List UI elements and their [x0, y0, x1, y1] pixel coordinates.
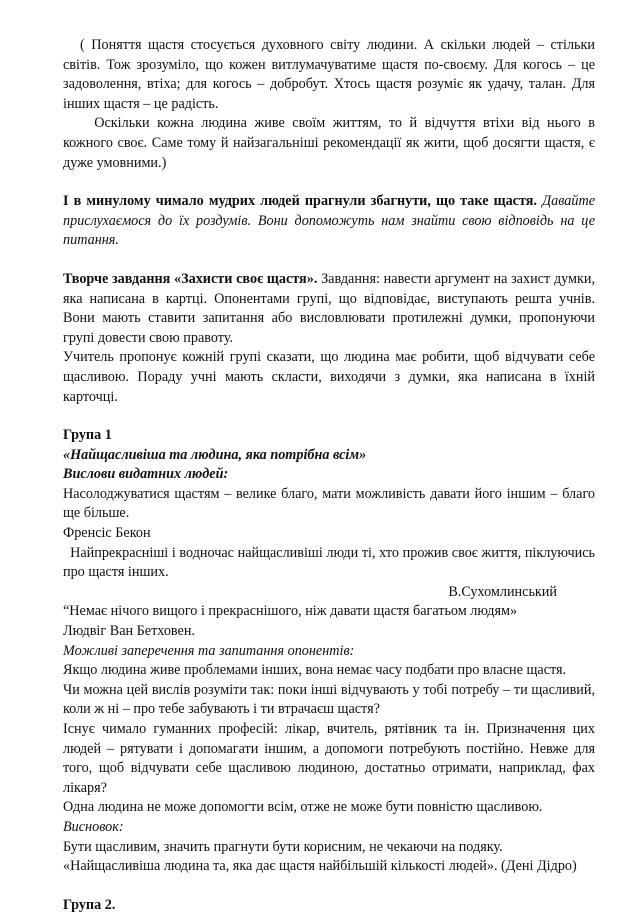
- author-beethoven: Людвіг Ван Бетховен.: [63, 623, 195, 640]
- group-2-title: Група 2.: [63, 896, 116, 913]
- teacher-paragraph: Учитель пропонує кожній групі сказати, що людина має робити, щоб відчувати себе щасливою. Пораду учні мають склaсти, виходячи з думки, яка написана в їхній карточці.: [63, 349, 595, 405]
- intro-paragraph-1: ( Поняття щастя стосується духовного світу людини. А скільки людей – стільки світів. Тож зрозуміло, що кожен витлумачуватиме щастя по-своєму. Для когось – це задоволення, втіха; для когось – добробут. Хтось щастя розуміє як удачу, талан. Для інших щастя – це радість.: [63, 37, 595, 112]
- wise-people-bold: І в минулому чимало мудрих людей прагнули збагнути, що таке щастя.: [63, 193, 537, 210]
- conclusion-1: Бути щасливим, значить прагнути бути корисним, не чекаючи на подяку.: [63, 838, 503, 855]
- author-bacon: Френсіс Бекон: [63, 525, 151, 542]
- document-page: [63, 36, 595, 915]
- group-1-title: Група 1: [63, 427, 112, 444]
- creative-task-text: Завдання: навести аргумент на захист думки, яка написана в картці. Опонентами групі, що відповідає, виступають решта учнів. Вони мають ставити запитання або висловлювати протилежні думки, пропонуючи групі довести свою правоту.: [63, 270, 595, 346]
- group-1-subtitle: «Найщасливіша та людина, яка потрібна всім»: [63, 446, 367, 463]
- objection-3: Існує чимало гуманних професій: лікар, вчитель, рятівник та ін. Призначення цих людей – рятувати і допомагати іншим, а допомоги потребують постійно. Невже для того, щоб відчувати себе щасливою людиною, достатньо отримати, наприклад, фах лікаря?: [63, 721, 595, 796]
- objections-heading: Можливі заперечення та запитання опонентів:: [63, 642, 355, 659]
- creative-task-title: Творче завдання «Захисти своє щастя».: [63, 270, 318, 287]
- objection-1: Якщо людина живе проблемами інших, вона немає часу подбати про власне щастя.: [63, 662, 567, 679]
- quotes-heading: Вислови видатних людей:: [63, 466, 229, 483]
- quote-sukhomlynsky: Найпрекрасніші і водночас найщасливіші люди ті, хто прожив своє життя, піклуючись про щастя інших.: [63, 544, 595, 581]
- conclusion-heading: Висновок:: [63, 818, 124, 835]
- creative-task-paragraph: [63, 270, 595, 348]
- objection-2: Чи можна цей вислів розуміти так: поки інші відчувають у тобі потребу – ти щасливий, коли ж ні – про тебе забувають і ти втрачаєш щастя?: [63, 681, 595, 718]
- objection-4: Одна людина не може допомогти всім, отже не може бути повністю щасливою.: [63, 799, 543, 816]
- intro-paragraph-2: Оскільки кожна людина живе своїм життям, то й відчуття втіхи від нього в кожного своє. Саме тому й найзагальніші рекомендації як жити, щоб досягти щастя, є дуже умовними.): [63, 115, 595, 171]
- quote-beethoven: “Немає нічого вищого і прекраснішого, ніж давати щастя багатьом людям»: [63, 603, 518, 620]
- conclusion-2: «Найщасливіша людина та, яка дає щастя найбільшій кількості людей». (Дені Дідро): [63, 858, 577, 875]
- wise-people-italic: Давайте прислухаємося до їх роздумів. Вони допоможуть нам знайти свою відповідь на це питання.: [63, 193, 595, 249]
- wise-people-paragraph: [63, 192, 595, 251]
- author-sukhomlynsky: В.Сухомлинський: [448, 583, 557, 600]
- quote-bacon: Насолоджуватися щастям – велике благо, мати можливість давати його іншим – благо ще більше.: [63, 485, 595, 522]
